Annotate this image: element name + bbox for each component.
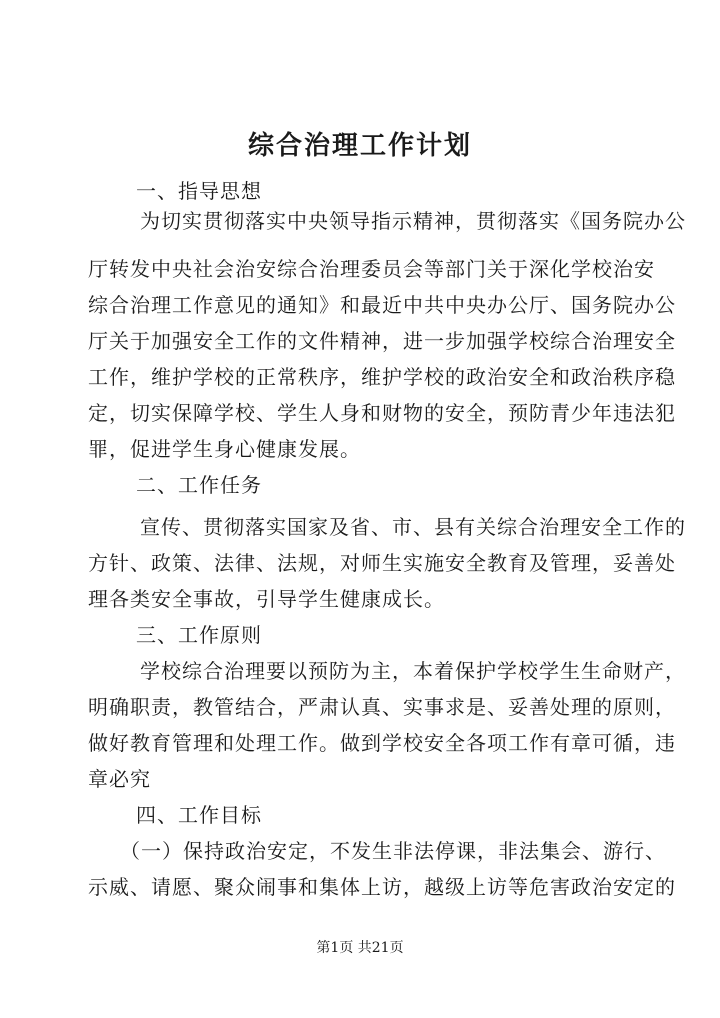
- document-title: 综合治理工作计划: [247, 131, 472, 161]
- paragraph-line: 综合治理工作意见的通知》和最近中共中央办公厅、国务院办公: [88, 293, 676, 317]
- section-heading: 四、工作目标: [136, 803, 262, 827]
- paragraph-line: 学校综合治理要以预防为主，本着保护学校学生生命财产，: [140, 659, 686, 683]
- paragraph-line: 章必究: [88, 767, 151, 791]
- paragraph-line: 做好教育管理和处理工作。做到学校安全各项工作有章可循，违: [88, 731, 676, 755]
- paragraph-line: 方针、政策、法律、法规，对师生实施安全教育及管理，妥善处: [88, 551, 676, 575]
- section-heading: 一、指导思想: [136, 179, 262, 203]
- paragraph-line: 理各类安全事故，引导学生健康成长。: [88, 587, 445, 611]
- paragraph-line: 工作，维护学校的正常秩序，维护学校的政治安全和政治秩序稳: [88, 365, 676, 389]
- paragraph-line: 厅关于加强安全工作的文件精神，进一步加强学校综合治理安全: [88, 329, 676, 353]
- paragraph-line: 示威、请愿、聚众闹事和集体上访，越级上访等危害政治安定的: [88, 875, 676, 899]
- paragraph-line: 定，切实保障学校、学生人身和财物的安全，预防青少年违法犯: [88, 401, 676, 425]
- paragraph-line: 明确职责，教管结合，严肃认真、实事求是、妥善处理的原则，: [88, 695, 676, 719]
- paragraph-line: 厅转发中央社会治安综合治理委员会等部门关于深化学校治安: [88, 257, 655, 281]
- paragraph-line: （一）保持政治安定，不发生非法停课，非法集会、游行、: [120, 839, 666, 863]
- paragraph-line: 宣传、贯彻落实国家及省、市、县有关综合治理安全工作的: [140, 515, 686, 539]
- paragraph-line: 罪，促进学生身心健康发展。: [88, 437, 361, 461]
- section-heading: 三、工作原则: [136, 623, 262, 647]
- page-footer: 第1页 共21页: [316, 940, 404, 956]
- section-heading: 二、工作任务: [136, 473, 262, 497]
- paragraph-line: 为切实贯彻落实中央领导指示精神，贯彻落实《国务院办公: [140, 209, 686, 233]
